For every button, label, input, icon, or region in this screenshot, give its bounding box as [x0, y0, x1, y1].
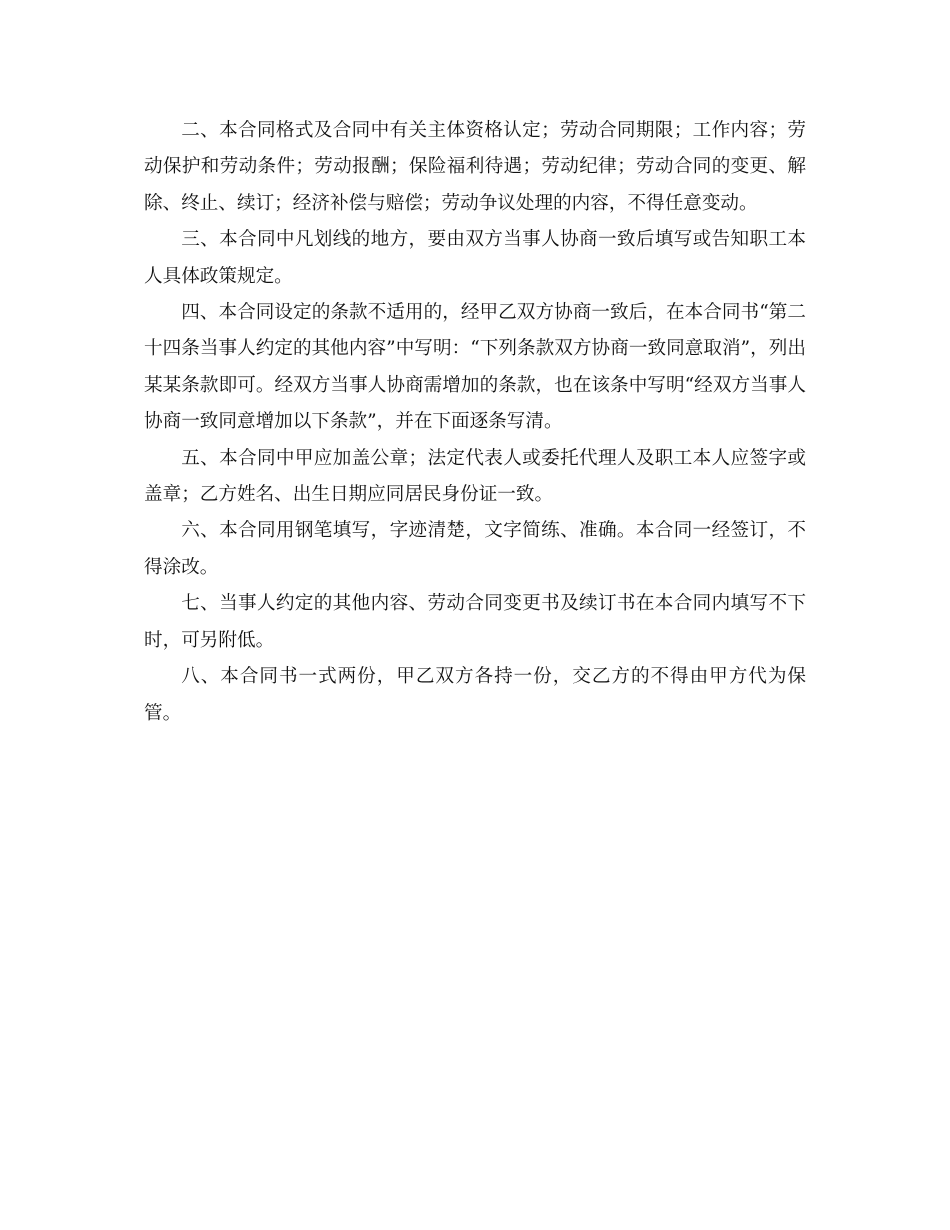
paragraph-item-5: 五、本合同中甲应加盖公章；法定代表人或委托代理人及职工本人应签字或盖章；乙方姓名、出生日期应同居民身份证一致。	[144, 447, 806, 506]
paragraph-item-8: 八、本合同书一式两份，甲乙双方各持一份，交乙方的不得由甲方代为保管。	[144, 666, 806, 724]
paragraph-item-2: 二、本合同格式及合同中有关主体资格认定；劳动合同期限；工作内容；劳动保护和劳动条件；劳动报酬；保险福利待遇；劳动纪律；劳动合同的变更、解除、终止、续订；经济补偿与赔偿；劳动争议处理的内容，不得任意变动。	[144, 120, 806, 214]
paragraph-item-3: 三、本合同中凡划线的地方，要由双方当事人协商一致后填写或告知职工本人具体政策规定。	[144, 229, 806, 287]
paragraph-item-4: 四、本合同设定的条款不适用的，经甲乙双方协商一致后，在本合同书“第二十四条当事人约定的其他内容”中写明：“下列条款双方协商一致同意取消”，列出某某条款即可。经双方当事人协商需增加的条款，也在该条中写明“经双方当事人协商一致同意增加以下条款”，并在下面逐条写清。	[144, 302, 806, 433]
document-body	[144, 113, 806, 732]
paragraph-item-7: 七、当事人约定的其他内容、劳动合同变更书及续订书在本合同内填写不下时，可另附低。	[144, 593, 806, 651]
paragraph-item-6: 六、本合同用钢笔填写，字迹清楚，文字简练、准确。本合同一经签订，不得涂改。	[144, 520, 806, 578]
